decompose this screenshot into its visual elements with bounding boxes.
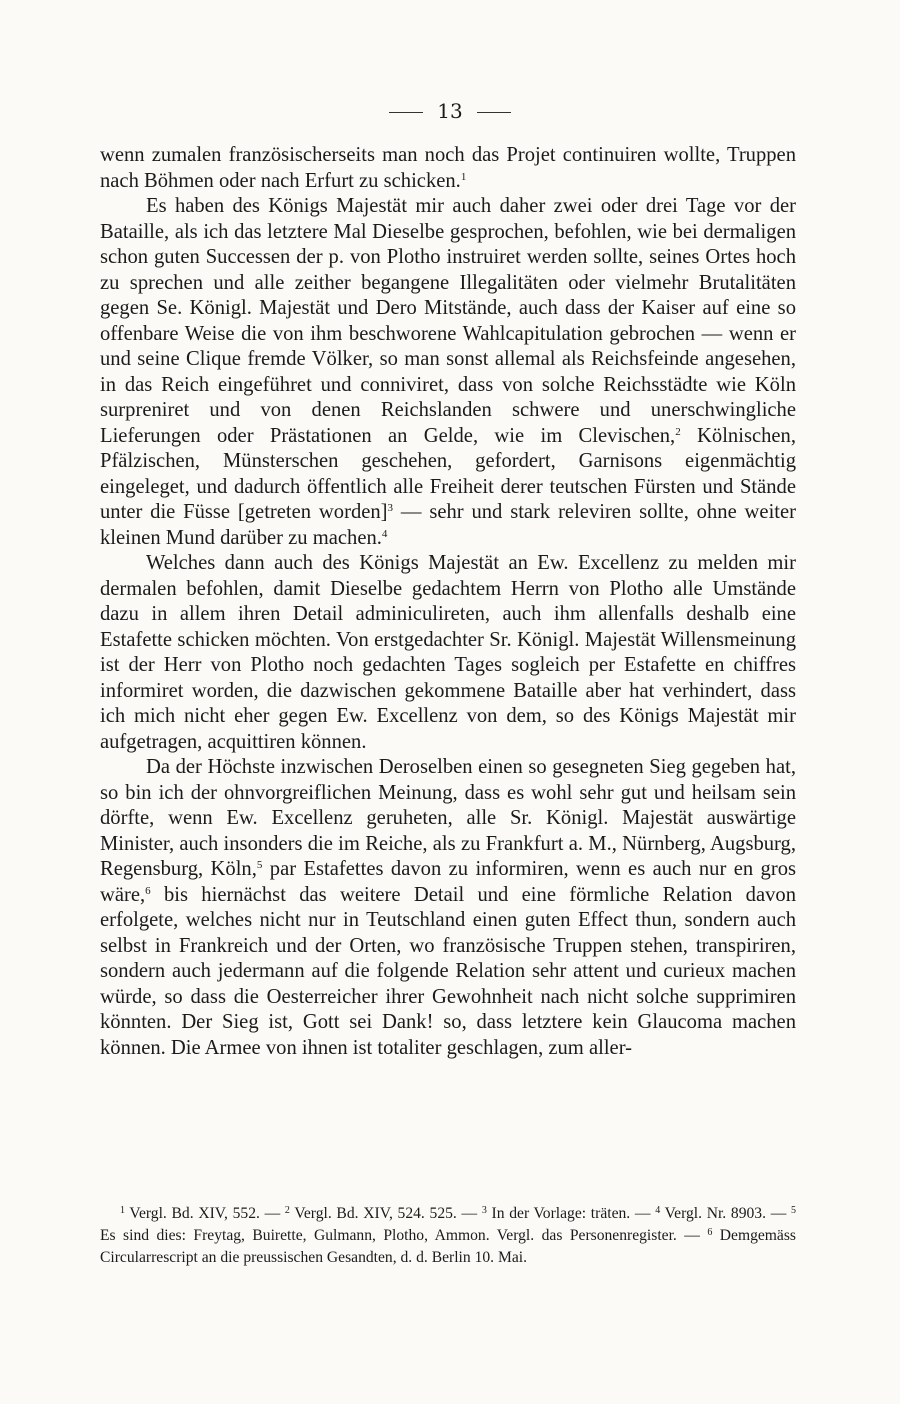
footnote-marker: 3 bbox=[387, 502, 394, 514]
footnote-marker: 6 bbox=[145, 884, 151, 897]
text-segment: Welches dann auch des Königs Majestät an Ew. Excellenz zu melden mir dermalen befohlen, damit Dieselbe gedachtem Herrn von Plotho alle Umstände dazu in allem ihren Detail adminiculireten, auch ihm allenfalls deshalb eine Estafette schicken möchten. Von erstgedachter Sr. Königl. Majestät Willensmeinung ist der Herr von Plotho noch gedachten Tages sogleich per Estafette en chiffres informiret worden, die dazwischen gekommene Bataille aber hat verhindert, dass ich mich nicht eher gegen Ew. Excellenz von dem, so des Königs Majestät mir aufgetragen, acquittiren können. bbox=[100, 552, 796, 753]
footnote-marker: 3 bbox=[481, 1205, 487, 1216]
text-segment: Vergl. Bd. XIV, 552. — bbox=[125, 1205, 285, 1222]
text-segment: Kölnischen, Pfälzischen, Münsterschen geschehen, gefordert, Garnisons eigenmächtig eingeleget, und dadurch öffentlich alle Freiheit derer teutschen Fürsten und Stände unter die Füsse [getreten worden] bbox=[100, 424, 796, 523]
text-segment: In der Vorlage: träten. — bbox=[486, 1205, 656, 1222]
text-segment: Da der Höchste inzwischen Deroselben einen so gesegneten Sieg gegeben hat, so bin ich der ohnvorgreiflichen Meinung, dass es wohl sehr gut und heilsam sein dörfte, wenn Ew. Excellenz geruheten, alle Sr. Königl. Majestät auswärtige Minister, auch insonders die im Reiche, als zu Frankfurt a. M., Nürnberg, Augsburg, Regensburg, Köln, bbox=[100, 756, 796, 880]
text-segment: par Estafettes davon zu informiren, wenn es auch nur en gros wäre, bbox=[100, 858, 797, 906]
footnote-marker: 4 bbox=[655, 1205, 661, 1216]
text-segment: wenn zumalen französischerseits man noch das Projet continuiren wollte, Truppen nach Böhmen oder nach Erfurt zu schicken. bbox=[100, 144, 796, 192]
footnote-marker: 5 bbox=[791, 1205, 796, 1216]
paragraph bbox=[100, 194, 796, 551]
page-number: 13 bbox=[437, 99, 463, 123]
footnote-marker: 1 bbox=[460, 170, 467, 183]
text-segment: Vergl. Nr. 8903. — bbox=[660, 1205, 791, 1222]
footnote-marker: 2 bbox=[675, 425, 681, 438]
page-header bbox=[0, 98, 900, 124]
paragraph bbox=[100, 143, 796, 194]
text-segment: Es sind dies: Freytag, Buirette, Gulmann, Plotho, Ammon. Vergl. das Personenregister. — bbox=[100, 1227, 708, 1244]
footnote-marker: 4 bbox=[381, 527, 388, 540]
text-segment: — sehr und stark releviren sollte, ohne weiter kleinen Mund darüber zu machen. bbox=[100, 501, 797, 549]
footnote-marker: 2 bbox=[284, 1205, 290, 1216]
text-segment: Demgemäss Circularrescript an die preussischen Gesandten, d. d. Berlin 10. Mai. bbox=[100, 1227, 796, 1266]
text-segment: bis hiernächst das weitere Detail und eine förmliche Relation davon erfolgete, welches nicht nur in Teutschland einen guten Effect thun, sondern auch selbst in Frankreich und der Orten, wo französische Truppen stehen, transpiriren, sondern auch jedermann auf die folgende Relation sehr attent und curieux machen würde, so dass die Oesterreicher ihrer Gewohnheit nach nicht solche supprimiren könnten. Der Sieg ist, Gott sei Dank! so, dass letztere kein Glaucoma machen können. Die Armee von ihnen ist totaliter geschlagen, zum aller- bbox=[100, 883, 796, 1059]
paragraph bbox=[100, 755, 796, 1061]
body-text bbox=[100, 143, 796, 1061]
footnote-marker: 5 bbox=[256, 859, 263, 871]
footnote-marker: 6 bbox=[707, 1227, 713, 1238]
header-dash-right bbox=[477, 112, 511, 113]
footnotes bbox=[100, 1203, 796, 1269]
header-dash-left bbox=[389, 112, 423, 113]
footnote-marker: 1 bbox=[120, 1205, 125, 1216]
paragraph bbox=[100, 551, 796, 755]
text-segment: Es haben des Königs Majestät mir auch daher zwei oder drei Tage vor der Bataille, als ich das letztere Mal Dieselbe gesprochen, befohlen, wie bei dermaligen schon guten Successen der p. von Plotho instruiret werden sollte, seines Ortes hoch zu sprechen und alle zeither begangene Illegalitäten oder vielmehr Brutalitäten gegen Se. Königl. Majestät und Dero Mitstände, auch dass der Kaiser auf eine so offenbare Weise die von ihm beschworene Wahlcapitulation gebrochen — wenn er und seine Clique fremde Völker, so man sonst allemal als Reichsfeinde angesehen, in das Reich eingeführet und conniviret, dass von solche Reichsstädte wie Köln surpreniret und von denen Reichslanden schwere und unerschwingliche Lieferungen oder Prästationen an Gelde, wie im Clevischen, bbox=[100, 195, 796, 447]
text-segment: Vergl. Bd. XIV, 524. 525. — bbox=[289, 1205, 482, 1222]
